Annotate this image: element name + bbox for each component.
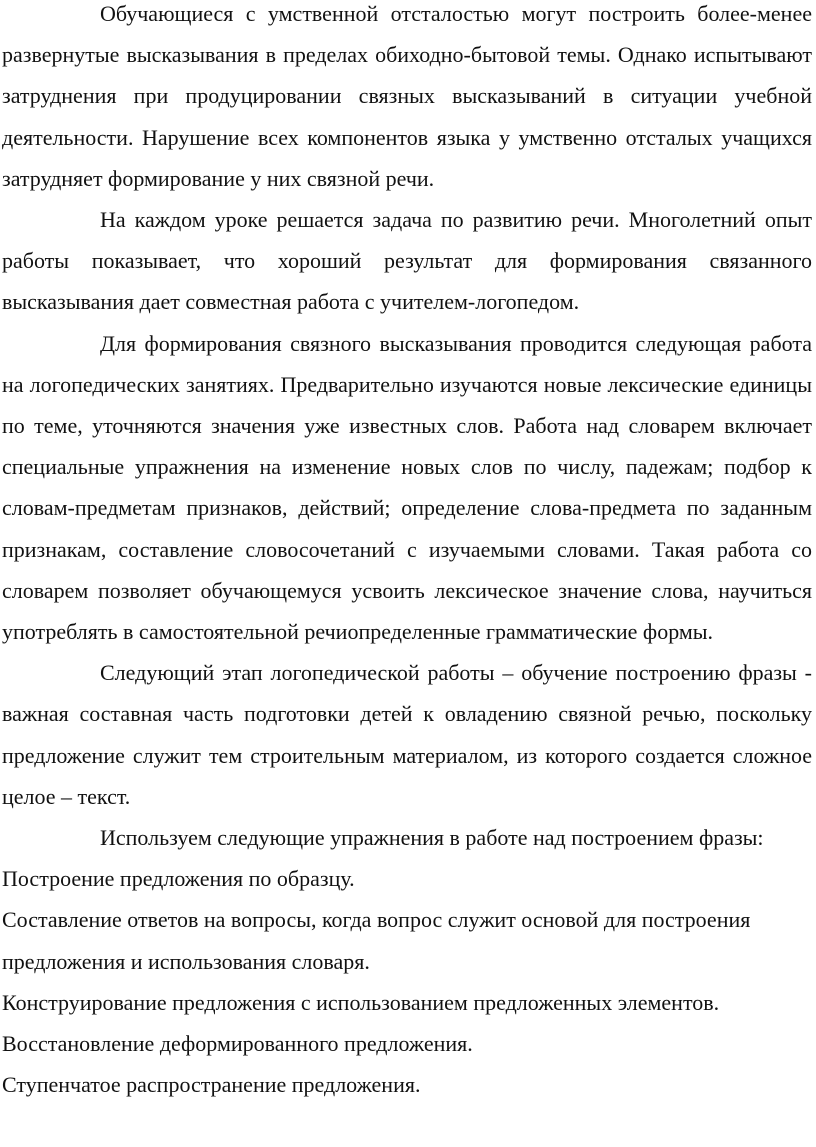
paragraph-4: Следующий этап логопедической работы – обучение построению фразы - важная составная часть подготовки детей к овладению связной речью, поскольку предложение служит тем строительным материалом, из которого создается сложное целое – текст. — [2, 660, 812, 809]
paragraph-3: Для формирования связного высказывания проводится следующая работа на логопедических занятиях. Предварительно изучаются новые лексические единицы по теме, уточняются значения уже известных слов. Работа над словарем включает специальные упражнения на изменение новых слов по числу, падежам; подбор к словам-предметам признаков, действий; определение слова-предмета по заданным признакам, составление словосочетаний с изучаемыми словами. Такая работа со словарем позволяет обучающемуся усвоить лексическое значение слова, научиться употреблять в самостоятельной речиопределенные грамматические формы. — [2, 330, 812, 645]
exercise-item-4: Восстановление деформированного предложения. — [2, 1031, 473, 1057]
exercise-item-1: Построение предложения по образцу. — [2, 866, 355, 892]
paragraph-1: Обучающиеся с умственной отсталостью могут построить более-менее развернутые высказывания в пределах обиходно-бытовой темы. Однако испытывают затруднения при продуцировании связных высказываний в ситуации учебной деятельности. Нарушение всех компонентов языка у умственно отсталых учащихся затрудняет формирование у них связной речи. — [2, 1, 812, 191]
paragraph-2: На каждом уроке решается задача по развитию речи. Многолетний опыт работы показывает, что хороший результат для формирования связанного высказывания дает совместная работа с учителем-логопедом. — [2, 207, 812, 315]
exercise-item-5: Ступенчатое распространение предложения. — [2, 1072, 421, 1098]
paragraph-5: Используем следующие упражнения в работе над построением фразы: — [100, 825, 764, 851]
exercise-item-3: Конструирование предложения с использованием предложенных элементов. — [2, 989, 720, 1015]
exercise-item-2: Составление ответов на вопросы, когда вопрос служит основой для построения предложения и использования словаря. — [2, 907, 751, 974]
